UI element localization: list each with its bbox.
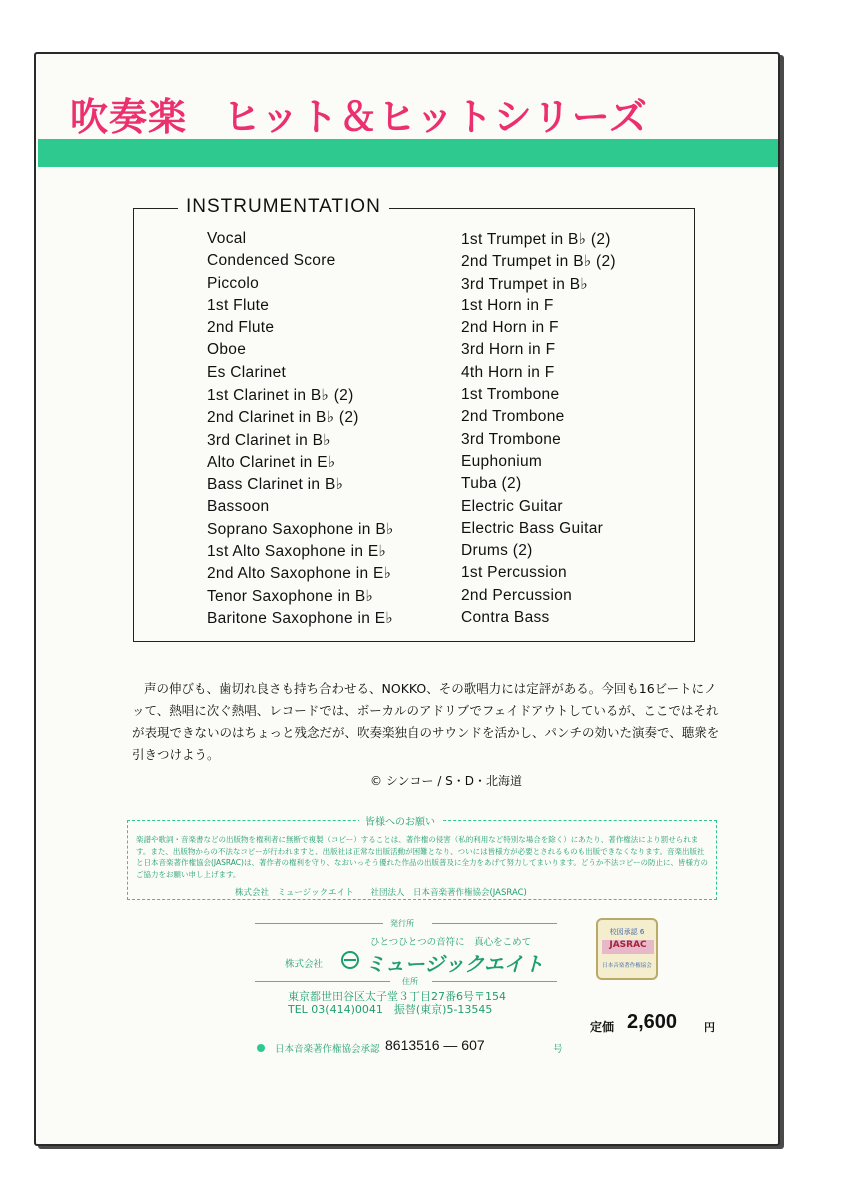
series-title — [70, 86, 648, 141]
publisher-tagline: ひとつひとつの音符に 真心をこめて — [370, 937, 532, 948]
instrument-item: Euphonium — [461, 452, 543, 470]
description-text: 声の伸びも、歯切れ良さも持ち合わせる、NOKKO、その歌唱力には定評がある。今回も16ビートにノッて、熱唱に次ぐ熱唱、レコードでは、ボーカルのアドリブでフェイドアウトしているが、ここではそれが表現できないのはちょっと残念だが、吹奏楽独自のサウンドを活かし、パンチの効いた演奏で、聴衆を引きつけよう。 — [132, 681, 720, 762]
notice-signature: 株式会社 ミュージックエイト 社団法人 日本音楽著作権協会(JASRAC) — [235, 888, 527, 898]
instrument-item: Drums (2) — [461, 542, 533, 560]
notice-title: 皆様へのお願い — [359, 813, 441, 828]
instrument-item: Electric Guitar — [461, 497, 563, 515]
instrument-item: 1st Horn in F — [461, 296, 554, 314]
instrument-item: 2nd Percussion — [461, 586, 573, 604]
divider — [255, 923, 383, 924]
instrument-item: Condenced Score — [207, 252, 336, 270]
instrument-item: Oboe — [207, 341, 247, 359]
price-label: 定価 — [590, 1020, 615, 1034]
instrument-item: 2nd Flute — [207, 319, 275, 337]
address-label: 住所 — [402, 977, 418, 986]
instrument-item: Bass Clarinet in B♭ — [207, 476, 344, 494]
instrument-item: 1st Clarinet in B♭ (2) — [207, 387, 354, 405]
series-title-name: ヒット＆ヒットシリーズ — [223, 95, 648, 139]
instrument-item: 2nd Trombone — [461, 408, 565, 426]
instrument-item: 2nd Horn in F — [461, 319, 559, 337]
instrument-item: 1st Trombone — [461, 386, 560, 404]
green-band — [38, 139, 778, 167]
address-line-1: 東京都世田谷区太子堂３丁目27番6号〒154 — [288, 990, 506, 1003]
instrument-item: 3rd Trumpet in B♭ — [461, 275, 588, 293]
publisher-label: 発行所 — [390, 919, 414, 928]
publisher-name: ミュージックエイト — [365, 952, 544, 976]
instrument-item: 2nd Alto Saxophone in E♭ — [207, 565, 392, 583]
instrument-item: 3rd Trombone — [461, 430, 562, 448]
instrument-item: Electric Bass Guitar — [461, 519, 604, 537]
approval-label: 日本音楽著作権協会承認 — [275, 1044, 380, 1055]
price-value: 2,600 — [627, 1011, 678, 1033]
jasrac-stamp — [596, 918, 658, 980]
bullet-dot — [257, 1044, 265, 1052]
instrument-item: 1st Flute — [207, 296, 270, 314]
instrument-item: Bassoon — [207, 497, 270, 515]
approval-number: 8613516 — 607 — [385, 1037, 485, 1053]
copyright-line: © シンコー / S・D・北海道 — [370, 774, 523, 788]
publisher-logo-icon — [341, 951, 359, 969]
instrument-item: 2nd Trumpet in B♭ (2) — [461, 253, 616, 271]
instrument-item: Vocal — [207, 230, 247, 247]
instrument-item: 3rd Clarinet in B♭ — [207, 431, 331, 449]
price-unit: 円 — [704, 1021, 715, 1034]
instrument-item: Piccolo — [207, 274, 260, 292]
instrument-item: Tuba (2) — [461, 475, 522, 493]
divider — [432, 981, 557, 982]
instrument-item: 1st Trumpet in B♭ (2) — [461, 231, 611, 248]
instrument-item: 4th Horn in F — [461, 363, 555, 381]
stamp-line-2: JASRAC — [602, 940, 654, 954]
instrument-item: Tenor Saxophone in B♭ — [207, 587, 374, 605]
instrument-item: 1st Percussion — [461, 564, 567, 582]
publisher-address — [288, 990, 506, 1016]
instrument-item: Alto Clarinet in E♭ — [207, 453, 336, 471]
instrument-item: Soprano Saxophone in B♭ — [207, 520, 394, 538]
instrument-item: 3rd Horn in F — [461, 341, 556, 359]
instrument-list-right — [461, 230, 616, 631]
notice-body: 楽譜や歌詞・音楽書などの出版物を権利者に無断で複製（コピー）することは、著作権の侵害（私的利用など特別な場合を除く）にあたり、著作権法により罰せられます。また、出版物からの不法なコピーが行われますと、出版社は正常な出版活動が困難となり、ついには皆様方が必要とされるものも出版できなくなります。音楽出版社と日本音楽著作権協会(JASRAC)は、著作者の権利を守り、なおいっそう優れた作品の出版普及に全力をあげて努力してまいります。どうか不法コピーの防止に、皆様方のご協力をお願い申し上げます。 — [136, 835, 709, 879]
instrument-item: 1st Alto Saxophone in E♭ — [207, 543, 387, 561]
address-line-2: TEL 03(414)0041 振替(東京)5-13545 — [288, 1003, 493, 1016]
publisher-prefix: 株式会社 — [285, 959, 324, 970]
divider — [432, 923, 557, 924]
divider — [255, 981, 390, 982]
instrument-item: 2nd Clarinet in B♭ (2) — [207, 409, 359, 427]
series-title-genre: 吹奏楽 — [70, 95, 188, 139]
instrumentation-heading: INSTRUMENTATION — [178, 196, 389, 218]
instrument-item: Baritone Saxophone in E♭ — [207, 610, 393, 628]
instrument-list-left — [207, 230, 394, 631]
stamp-line-1: 校図承認 6 — [609, 928, 645, 936]
instrument-item: Es Clarinet — [207, 363, 287, 381]
instrument-item: Contra Bass — [461, 609, 550, 627]
approval-unit: 号 — [553, 1044, 563, 1055]
stamp-line-3: 日本音楽著作権協会 — [602, 963, 652, 969]
